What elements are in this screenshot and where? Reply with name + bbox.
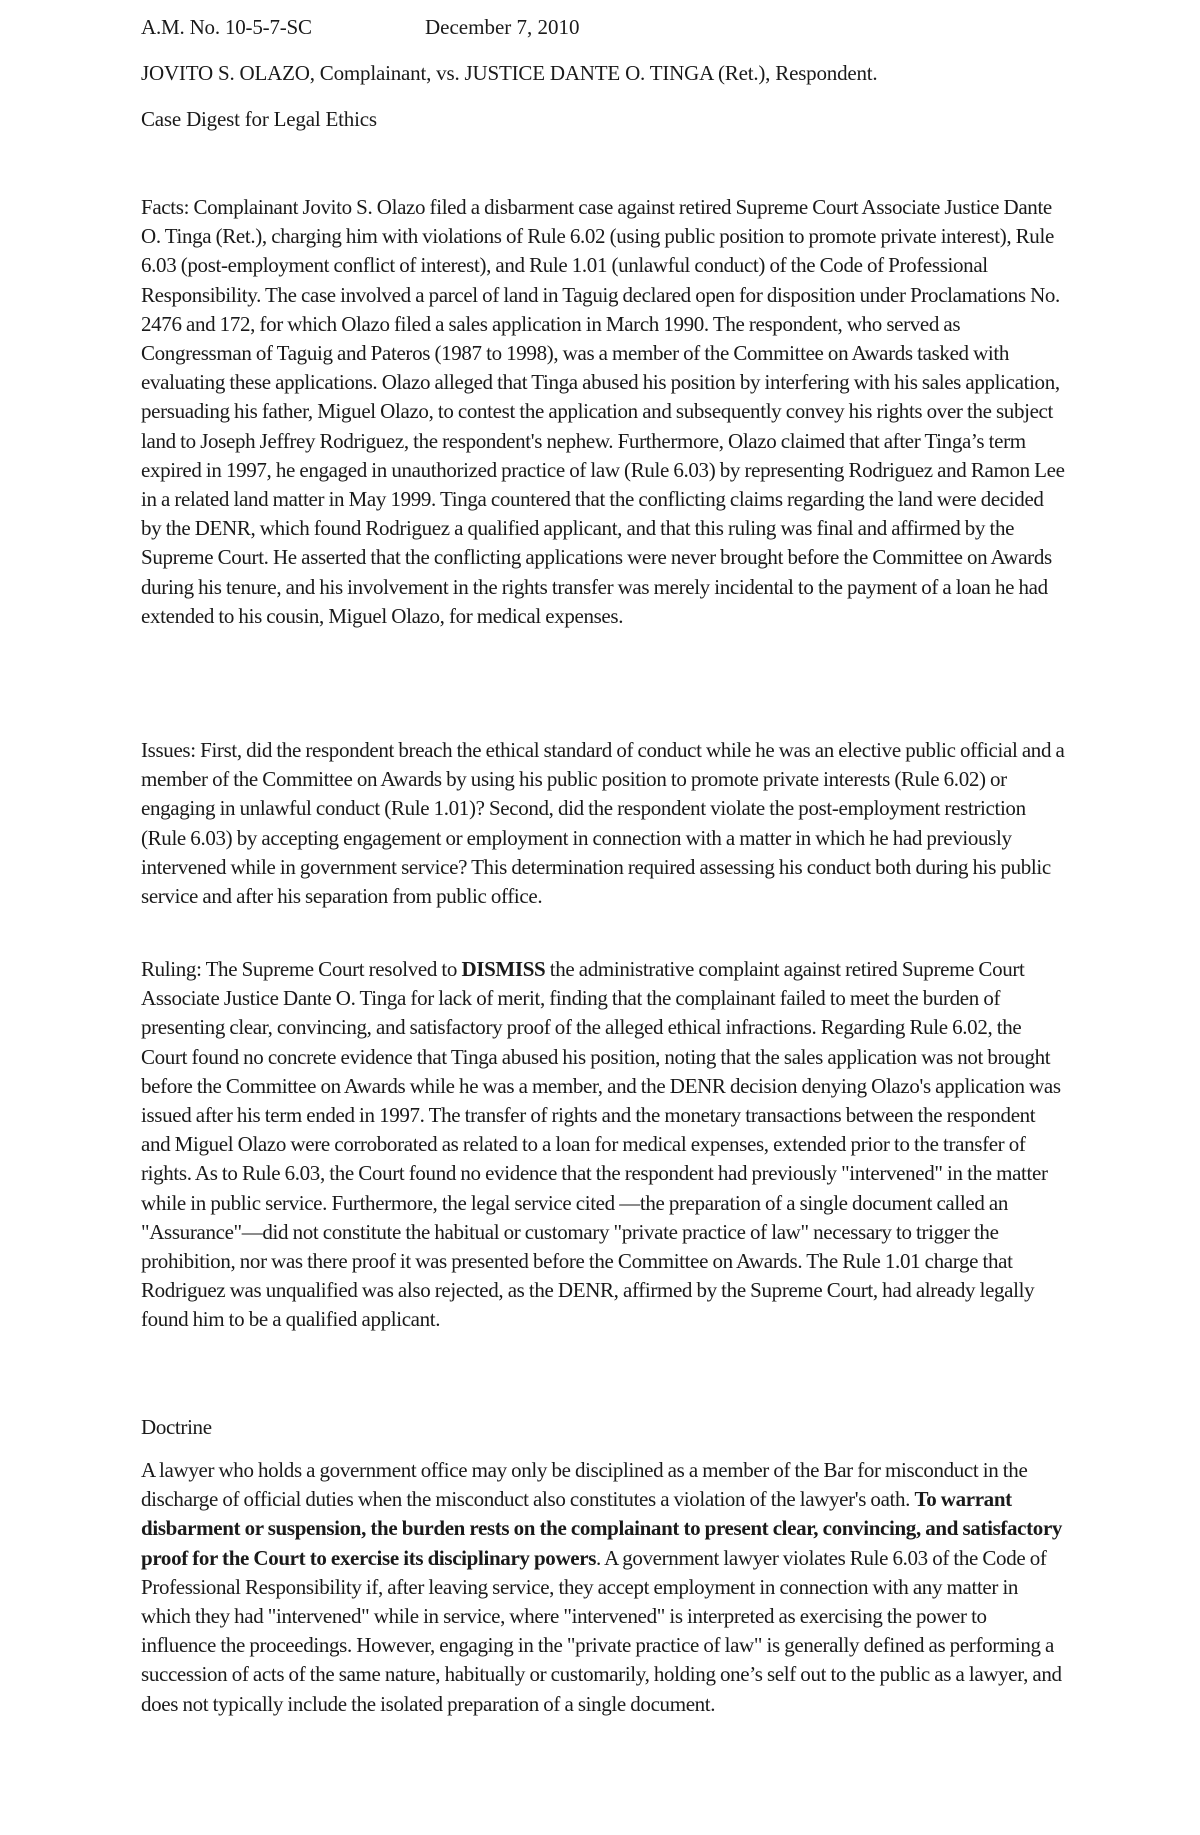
doctrine-lead: A lawyer who holds a government office may only be disciplined as a member of the Bar for misconduct in the discharge of official duties when the misconduct also constitutes a violation of the lawyer's oath. <box>141 1458 1028 1512</box>
document-subtitle: Case Digest for Legal Ethics <box>141 107 377 131</box>
ruling-paragraph <box>141 955 1066 1335</box>
ruling-body: the administrative complaint against retired Supreme Court Associate Justice Dante O. Tinga for lack of merit, finding that the complainant failed to meet the burden of presenting clear, convincing, and satisfactory proof of the alleged ethical infractions. Regarding Rule 6.02, the Court found no concrete evidence that Tinga abused his position, noting that the sales application was not brought before the Committee on Awards while he was a member, and the DENR decision denying Olazo's application was issued after his term ended in 1997. The transfer of rights and the monetary transactions between the respondent and Miguel Olazo were corroborated as related to a loan for medical expenses, extended prior to the transfer of rights. As to Rule 6.03, the Court found no evidence that the respondent had previously "intervened" in the matter while in public service. Furthermore, the legal service cited —the preparation of a single document called an "Assurance"—did not constitute the habitual or customary "private practice of law" necessary to trigger the prohibition, nor was there proof it was presented before the Committee on Awards. The Rule 1.01 charge that Rodriguez was unqualified was also rejected, as the DENR, affirmed by the Supreme Court, had already legally found him to be a qualified applicant. <box>141 957 1061 1332</box>
ruling-lead: Ruling: The Supreme Court resolved to <box>141 957 462 981</box>
doctrine-heading: Doctrine <box>141 1415 212 1439</box>
issues-paragraph: Issues: First, did the respondent breach the ethical standard of conduct while he was an elective public official and a member of the Committee on Awards by using his public position to promote private interests (Rule 6.02) or engaging in unlawful conduct (Rule 1.01)? Second, did the respondent violate the post-employment restriction (Rule 6.03) by accepting engagement or employment in connection with a matter in which he had previously intervened while in government service? This determination required assessing his conduct both during his public service and after his separation from public office. <box>141 738 1065 909</box>
doctrine-paragraph <box>141 1456 1066 1719</box>
case-parties: JOVITO S. OLAZO, Complainant, vs. JUSTICE DANTE O. TINGA (Ret.), Respondent. <box>141 61 878 85</box>
facts-paragraph: Facts: Complainant Jovito S. Olazo filed a disbarment case against retired Supreme Court Associate Justice Dante O. Tinga (Ret.), charging him with violations of Rule 6.02 (using public position to promote private interest), Rule 6.03 (post-employment conflict of interest), and Rule 1.01 (unlawful conduct) of the Code of Professional Responsibility. The case involved a parcel of land in Taguig declared open for disposition under Proclamations No. 2476 and 172, for which Olazo filed a sales application in March 1990. The respondent, who served as Congressman of Taguig and Pateros (1987 to 1998), was a member of the Committee on Awards tasked with evaluating these applications. Olazo alleged that Tinga abused his position by interfering with his sales application, persuading his father, Miguel Olazo, to contest the application and subsequently convey his rights over the subject land to Joseph Jeffrey Rodriguez, the respondent's nephew. Furthermore, Olazo claimed that after Tinga’s term expired in 1997, he engaged in unauthorized practice of law (Rule 6.03) by representing Rodriguez and Ramon Lee in a related land matter in May 1999. Tinga countered that the conflicting claims regarding the land were decided by the DENR, which found Rodriguez a qualified applicant, and that this ruling was final and affirmed by the Supreme Court. He asserted that the conflicting applications were never brought before the Committee on Awards during his tenure, and his involvement in the rights transfer was merely incidental to the payment of a loan he had extended to his cousin, Miguel Olazo, for medical expenses. <box>141 195 1065 628</box>
ruling-dismiss-emphasis: DISMISS <box>461 957 546 981</box>
doctrine-emphasis: To warrant disbarment or suspension, the burden rests on the complainant to present clear, convincing, and satisfactory proof for the Court to exercise its disciplinary powers <box>141 1487 1063 1570</box>
case-date: December 7, 2010 <box>425 15 580 39</box>
case-number: A.M. No. 10-5-7-SC <box>141 15 312 39</box>
doctrine-body: . A government lawyer violates Rule 6.03 of the Code of Professional Responsibility if, after leaving service, they accept employment in connection with any matter in which they had "intervened" while in service, where "intervened" is interpreted as exercising the power to influence the proceedings. However, engaging in the "private practice of law" is generally defined as performing a succession of acts of the same nature, habitually or customarily, holding one’s self out to the public as a lawyer, and does not typically include the isolated preparation of a single document. <box>141 1545 1062 1716</box>
